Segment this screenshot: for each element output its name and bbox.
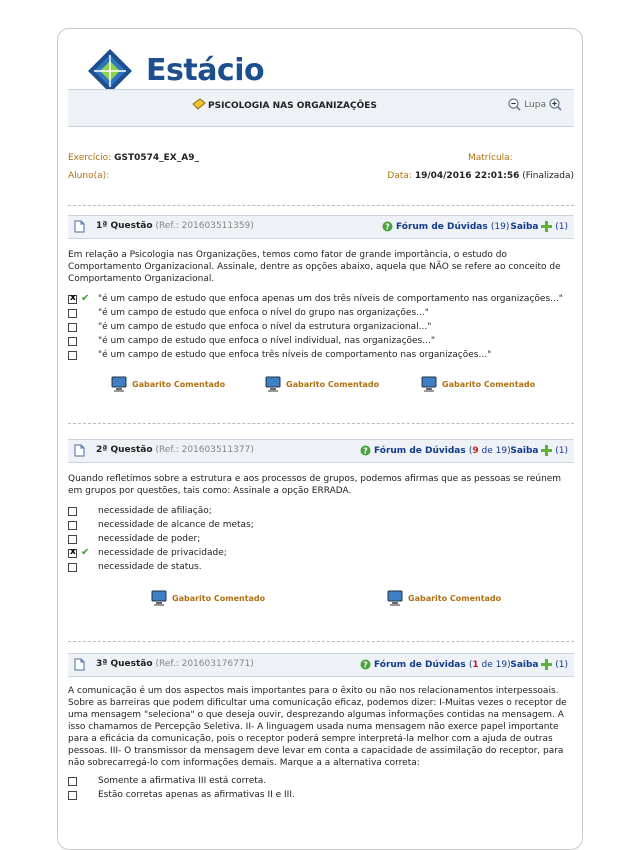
question-text-1: Em relação a Psicologia nas Organizações, temos como fator de grande importância, o estudo do Comportamento Organizacional. Assinale, dentre as opções abaixo, aquela que NÃO se refere ao conceito de Comportamento Organizacional. bbox=[68, 250, 561, 284]
correct-check-icon: ✔ bbox=[81, 547, 90, 558]
zoom-in-icon[interactable] bbox=[549, 98, 562, 111]
data-label: Data: bbox=[387, 171, 412, 181]
forum-link[interactable]: ? Fórum de Dúvidas (1 de 19) bbox=[360, 659, 511, 670]
matricula-row bbox=[468, 153, 513, 163]
lupa-zoom bbox=[508, 98, 562, 111]
course-title: PSICOLOGIA NAS ORGANIZAÇÕES bbox=[208, 101, 377, 111]
question-header-1 bbox=[68, 215, 574, 239]
aluno-row bbox=[68, 171, 109, 181]
monitor-icon bbox=[264, 375, 282, 393]
question-text-3: A comunicação é um dos aspectos mais importantes para o êxito ou não nos relacionamentos interpessoais. Sobre as barreiras que podem dificultar uma comunicação eficaz, podemos dizer: I-Muitas vezes o receptor de uma mensagem "seleciona" o que deseja ouvir, desprezando algumas informações contidas na mensagem. A isso chamamos de Percepção Seletiva. II- A linguagem usada numa mensagem não exerce papel importante para a eficácia da comunicação, pois o receptor poderá sempre interpretá-la melhor com a ajuda de outras pessoas. III- O transmissor da mensagem deve levar em conta a capacidade de assimilação do receptor, para não sobrecarregá-lo com informações demais. Marque a a alternativa correta: bbox=[68, 686, 567, 768]
saiba-link[interactable]: Saiba (1) bbox=[510, 446, 568, 456]
document-icon bbox=[74, 220, 85, 233]
monitor-icon bbox=[420, 375, 438, 393]
svg-text:?: ? bbox=[385, 222, 390, 232]
option-2-5[interactable]: necessidade de status. bbox=[68, 561, 77, 573]
checkbox[interactable] bbox=[68, 549, 77, 558]
question-header-2 bbox=[68, 439, 574, 463]
aluno-label: Aluno(a): bbox=[68, 171, 110, 181]
checkbox[interactable] bbox=[68, 777, 77, 786]
option-2-1[interactable]: necessidade de afiliação; bbox=[68, 505, 77, 517]
svg-text:?: ? bbox=[363, 660, 368, 670]
saiba-link[interactable]: Saiba (1) bbox=[510, 660, 568, 670]
status-text: (Finalizada) bbox=[522, 171, 574, 181]
brand-name: Estácio bbox=[146, 53, 265, 88]
gabarito-comentado-button[interactable]: Gabarito Comentado bbox=[150, 589, 265, 607]
option-1-5[interactable]: "é um campo de estudo que enfoca três níveis de comportamento nas organizações..." bbox=[68, 349, 77, 361]
question-title: 3ª Questão (Ref.: 201603176771) bbox=[96, 659, 254, 669]
option-1-3[interactable]: "é um campo de estudo que enfoca o nível da estrutura organizacional..." bbox=[68, 321, 77, 333]
option-3-2[interactable]: Estão corretas apenas as afirmativas II e III. bbox=[68, 789, 77, 801]
checkbox[interactable] bbox=[68, 351, 77, 360]
checkbox[interactable] bbox=[68, 535, 77, 544]
checkbox[interactable] bbox=[68, 309, 77, 318]
question-text-2: Quando refletimos sobre a estrutura e aos processos de grupos, podemos afirmas que as pessoas se reúnem em grupos por questões, tais como: Assinale a opção ERRADA. bbox=[68, 474, 562, 496]
question-title: 2ª Questão (Ref.: 201603511377) bbox=[96, 445, 254, 455]
zoom-out-icon[interactable] bbox=[508, 98, 521, 111]
option-1-1[interactable]: x ✔ "é um campo de estudo que enfoca apenas um dos três níveis de comportamento nas organizações..." bbox=[68, 293, 77, 305]
question-header-3 bbox=[68, 653, 574, 677]
document-icon bbox=[74, 658, 85, 671]
data-row bbox=[387, 171, 574, 181]
book-icon bbox=[192, 98, 206, 110]
estacio-logo-icon bbox=[84, 47, 136, 95]
correct-check-icon: ✔ bbox=[81, 293, 90, 304]
exercicio-row bbox=[68, 153, 199, 163]
lupa-label: Lupa bbox=[524, 99, 546, 110]
plus-icon bbox=[541, 445, 552, 456]
checkbox[interactable] bbox=[68, 791, 77, 800]
course-title-bar bbox=[68, 89, 574, 127]
forum-link[interactable]: ? Fórum de Dúvidas (9 de 19) bbox=[360, 445, 511, 456]
option-2-4[interactable]: x ✔ necessidade de privacidade; bbox=[68, 547, 77, 559]
checkbox[interactable] bbox=[68, 521, 77, 530]
divider bbox=[68, 423, 574, 424]
divider bbox=[68, 641, 574, 642]
help-icon bbox=[382, 221, 393, 232]
page-card bbox=[57, 28, 583, 850]
saiba-link[interactable]: Saiba (1) bbox=[510, 222, 568, 232]
exercicio-value: GST0574_EX_A9_ bbox=[114, 153, 199, 163]
option-1-4[interactable]: "é um campo de estudo que enfoca o nível individual, nas organizações..." bbox=[68, 335, 77, 347]
plus-icon bbox=[541, 659, 552, 670]
monitor-icon bbox=[110, 375, 128, 393]
gabarito-comentado-button[interactable]: Gabarito Comentado bbox=[386, 589, 501, 607]
exercicio-label: Exercício: bbox=[68, 153, 112, 163]
gabarito-comentado-button[interactable]: Gabarito Comentado bbox=[264, 375, 379, 393]
data-value: 19/04/2016 22:01:56 bbox=[414, 171, 520, 181]
gabarito-comentado-button[interactable]: Gabarito Comentado bbox=[420, 375, 535, 393]
option-2-3[interactable]: necessidade de poder; bbox=[68, 533, 77, 545]
question-title: 1ª Questão (Ref.: 201603511359) bbox=[96, 221, 254, 231]
gabarito-comentado-button[interactable]: Gabarito Comentado bbox=[110, 375, 225, 393]
estacio-logo bbox=[84, 47, 265, 95]
checkbox[interactable] bbox=[68, 563, 77, 572]
document-icon bbox=[74, 444, 85, 457]
option-3-1[interactable]: Somente a afirmativa III está correta. bbox=[68, 775, 77, 787]
monitor-icon bbox=[150, 589, 168, 607]
checkbox[interactable] bbox=[68, 507, 77, 516]
matricula-label: Matrícula: bbox=[468, 153, 513, 163]
option-1-2[interactable]: "é um campo de estudo que enfoca o nível do grupo nas organizações..." bbox=[68, 307, 77, 319]
help-icon bbox=[360, 659, 371, 670]
svg-text:?: ? bbox=[363, 446, 368, 456]
divider bbox=[68, 205, 574, 206]
checkbox[interactable] bbox=[68, 295, 77, 304]
help-icon bbox=[360, 445, 371, 456]
forum-link[interactable]: ? Fórum de Dúvidas (19) bbox=[382, 221, 509, 232]
checkbox[interactable] bbox=[68, 337, 77, 346]
option-2-2[interactable]: necessidade de alcance de metas; bbox=[68, 519, 77, 531]
checkbox[interactable] bbox=[68, 323, 77, 332]
plus-icon bbox=[541, 221, 552, 232]
monitor-icon bbox=[386, 589, 404, 607]
